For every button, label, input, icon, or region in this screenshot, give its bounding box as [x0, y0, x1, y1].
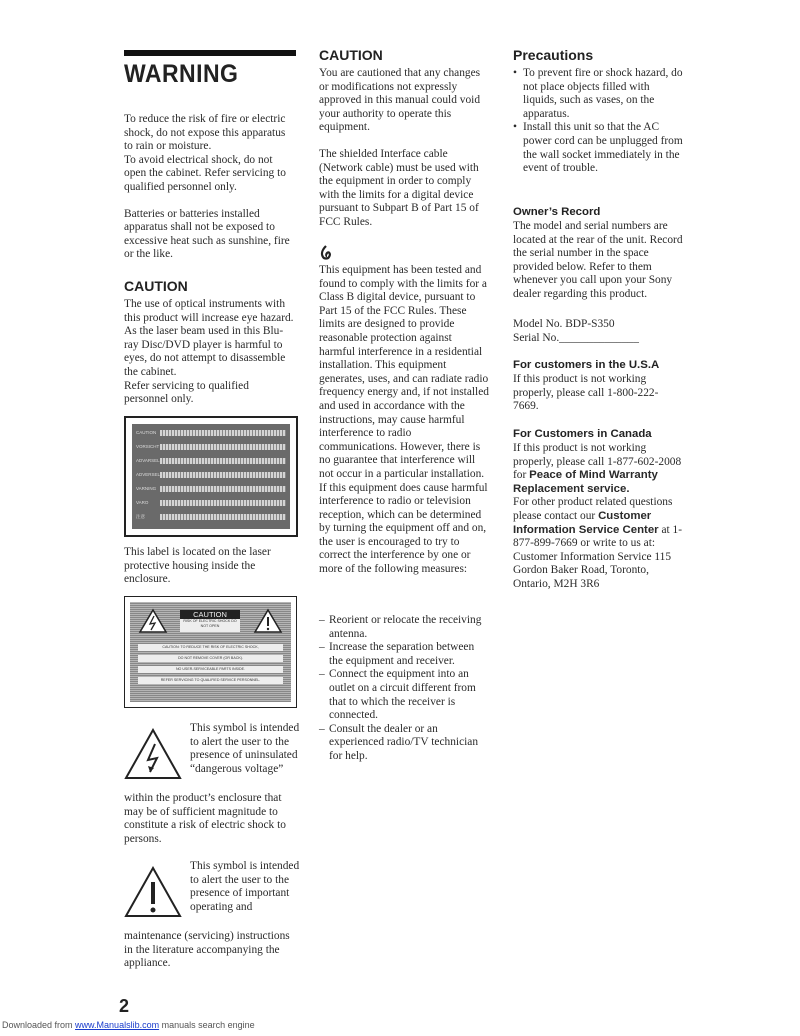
measure-text: Increase the separation between the equipment and receiver.	[329, 641, 475, 667]
owners-record-heading: Owner’s Record	[513, 206, 601, 218]
footer-prefix: Downloaded from	[2, 1020, 76, 1030]
caution-paragraph: You are cautioned that any changes or modifications not expressly approved in this manual could void your authority to operate this equipment.	[319, 67, 481, 134]
label-row-text: 注意	[136, 513, 145, 519]
warning-text	[124, 113, 296, 262]
exclamation-warning-icon	[253, 608, 283, 634]
precaution-item: • To prevent fire or shock hazard, do not place objects filled with liquids, such as vases, on the apparatus.	[513, 67, 683, 120]
page-number: 2	[119, 996, 130, 1016]
footer-suffix: manuals search engine	[159, 1020, 255, 1030]
measure-item: – Increase the separation between the equipment and receiver.	[319, 641, 489, 668]
caution-heading: CAUTION	[124, 278, 188, 294]
caution-shock-label	[124, 596, 297, 708]
caution-label-sub: RISK OF ELECTRIC SHOCK DO NOT OPEN	[180, 619, 240, 632]
canada-text-a: If this product is not working properly, please call 1-877-602-2008 for	[513, 442, 682, 482]
warning-title: WARNING	[124, 60, 239, 88]
cable-paragraph: The shielded Interface cable (Network cable) must be used with the equipment in order to comply with the limits for a digital device pursuant to Subpart B of Part 15 of FCC Rules.	[319, 147, 479, 228]
precaution-text: To prevent fire or shock hazard, do not place objects filled with liquids, such as vases, on the apparatus.	[523, 67, 683, 120]
caution-paragraph: The use of optical instruments with this product will increase eye hazard. As the laser beam used in this Blu-ray Disc/DVD player is harmful to eyes, do not attempt to disassemble the cabinet.	[124, 298, 294, 378]
caution-label-line: NO USER-SERVICEABLE PARTS INSIDE.	[138, 666, 283, 673]
precautions-heading: Precautions	[513, 47, 594, 63]
customer-center-text: Customer Information Service Center	[513, 509, 659, 536]
lightning-warning-icon	[138, 608, 168, 634]
warning-paragraph: Batteries or batteries installed apparatus shall not be exposed to excessive heat such as sunshine, fire or the like.	[124, 207, 290, 261]
label-row-text: ADVERSEL	[136, 472, 161, 477]
label-row-text: CAUTION	[136, 430, 157, 435]
usa-text: If this product is not working properly, please call 1-800-222-7669.	[513, 373, 659, 413]
precaution-item: • Install this unit so that the AC power cord can be unplugged from the wall socket immediately in the event of trouble.	[513, 121, 683, 175]
label-row-text: VARNING	[136, 486, 157, 491]
measure-item: – Connect the equipment into an outlet on a circuit different from that to which the receiver is connected.	[319, 668, 489, 722]
owners-record-text: The model and serial numbers are located at the rear of the unit. Record the serial number in the space provided below. Refer to them whenever you call upon your Sony dealer regarding this product.	[513, 220, 683, 300]
symbol1-text-cont: within the product’s enclosure that may be of sufficient magnitude to constitute a risk of electric shock to persons.	[124, 792, 286, 845]
canada-text	[513, 442, 685, 592]
caution-paragraph: Refer servicing to qualified personnel only.	[124, 379, 249, 406]
precaution-text: Install this unit so that the AC power cord can be unplugged from the wall socket immediately in the event of trouble.	[523, 121, 683, 175]
warning-paragraph: To avoid electrical shock, do not open the cabinet. Refer servicing to qualified personnel only.	[124, 153, 286, 193]
symbol2-text-cont: maintenance (servicing) instructions in the literature accompanying the appliance.	[124, 930, 290, 970]
caution-label-line: DO NOT REMOVE COVER (OR BACK).	[138, 655, 283, 662]
measure-text: Consult the dealer or an experienced radio/TV technician for help.	[329, 722, 479, 762]
caution-label-line: REFER SERVICING TO QUALIFIED SERVICE PERSONNEL.	[138, 677, 283, 684]
warning-paragraph: To reduce the risk of fire or electric shock, do not expose this apparatus to rain or moisture.	[124, 113, 286, 153]
symbol2-text: This symbol is intended to alert the user to the presence of important operating and	[190, 860, 300, 913]
usa-heading: For customers in the U.S.A	[513, 359, 660, 371]
fcc-paragraph: This equipment has been tested and found to comply with the limits for a Class B digital device, pursuant to Part 15 of the FCC Rules. These limits are designed to provide reasonable protection against harmful interference in a residential installation. This equipment generates, uses, and can radiate radio frequency energy and, if not installed and used in accordance with the instructions, may cause harmful interference to radio communications. However, there is no guarantee that interference will not occur in a particular installation. If this equipment does cause harmful interference to radio or television reception, which can be determined by turning the equipment off and on, the user is encouraged to try to correct the interference by one or more of the following measures:	[319, 264, 489, 576]
download-footer	[2, 1020, 255, 1030]
canada-heading: For Customers in Canada	[513, 428, 652, 440]
caution-label-line: CAUTION: TO REDUCE THE RISK OF ELECTRIC SHOCK,	[138, 644, 283, 651]
laser-warning-label	[124, 416, 298, 537]
caution-label-title: CAUTION	[180, 610, 240, 619]
label-row-text: VARO	[136, 500, 149, 505]
manualslib-link[interactable]: www.Manualslib.com	[75, 1020, 160, 1030]
col2-text	[319, 67, 489, 230]
caution-text	[124, 298, 296, 407]
label-location-text: This label is located on the laser protective housing inside the enclosure.	[124, 546, 271, 586]
label-row-text: VORSICHT	[136, 444, 160, 449]
measure-text: Connect the equipment into an outlet on a circuit different from that to which the receiver is connected.	[329, 668, 476, 722]
lightning-symbol-icon	[124, 728, 182, 780]
warranty-service-text: Peace of Mind Warranty Replacement service.	[513, 469, 658, 495]
precautions-list	[513, 67, 683, 176]
measure-item: – Consult the dealer or an experienced radio/TV technician for help.	[319, 723, 489, 764]
caution-heading-2: CAUTION	[319, 47, 383, 63]
measures-list	[319, 614, 489, 764]
model-number: Model No. BDP-S350	[513, 318, 615, 330]
measure-item: – Reorient or relocate the receiving antenna.	[319, 614, 489, 641]
exclamation-symbol-icon	[124, 866, 182, 918]
canada-text-b: For other product related questions please contact our	[513, 496, 673, 522]
fcc-logo-icon	[319, 245, 333, 261]
label-row-text: ADVARSEL	[136, 458, 160, 463]
symbol1-text: This symbol is intended to alert the user to the presence of uninsulated “dangerous voltage”	[190, 722, 300, 775]
model-serial	[513, 318, 683, 345]
canada-text-c: at 1-877-899-7669 or write to us at: Customer Information Service 115 Gordon Baker Road, Toronto, Ontario, M2H 3R6	[513, 523, 682, 590]
warning-rule	[124, 50, 296, 56]
serial-number: Serial No.______________	[513, 331, 639, 344]
measure-text: Reorient or relocate the receiving antenna.	[329, 614, 482, 640]
